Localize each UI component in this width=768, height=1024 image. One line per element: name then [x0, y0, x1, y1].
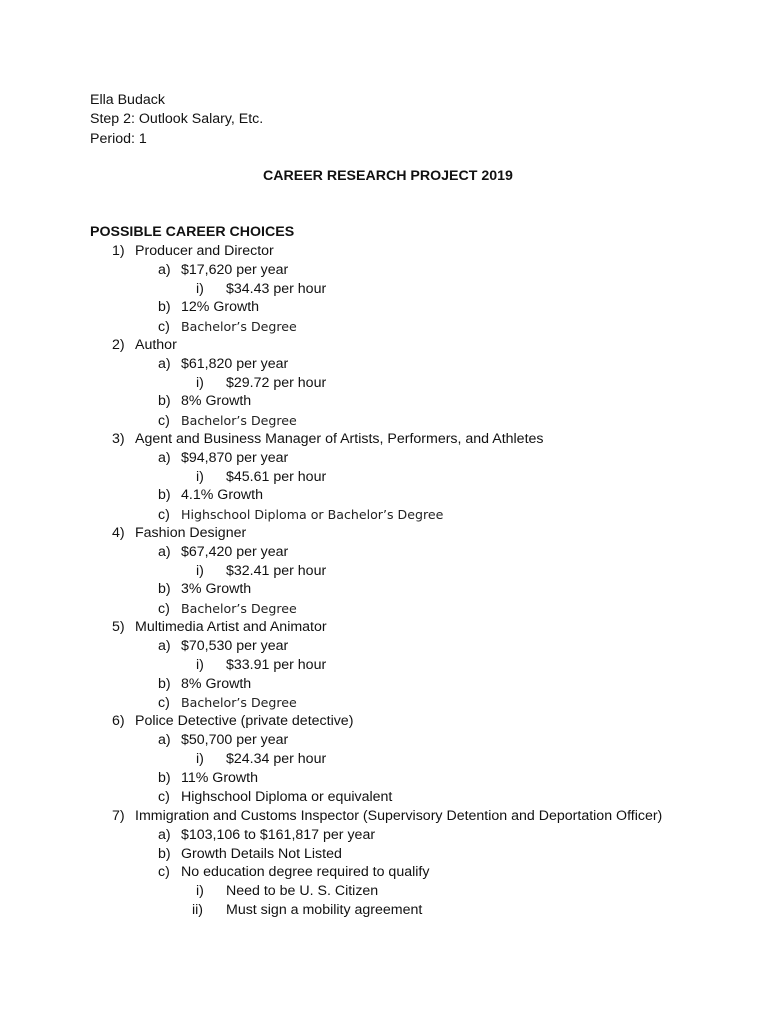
list-letter: b): [158, 299, 171, 315]
list-letter: c): [158, 789, 170, 805]
list-letter: a): [158, 827, 171, 843]
career-name: Police Detective (private detective): [135, 713, 354, 729]
education-text: Bachelor’s Degree: [181, 695, 297, 710]
list-letter: c): [158, 601, 170, 617]
list-roman: i): [196, 751, 204, 767]
salary-text: $94,870 per year: [181, 450, 289, 466]
salary-text: $17,620 per year: [181, 262, 289, 278]
salary-text: $50,700 per year: [181, 732, 289, 748]
list-roman: i): [196, 883, 204, 899]
list-number: 1): [112, 243, 125, 259]
list-number: 6): [112, 713, 125, 729]
list-roman: i): [196, 375, 204, 391]
hourly-text: $32.41 per hour: [226, 563, 327, 579]
list-letter: a): [158, 262, 171, 278]
hourly-text: $29.72 per hour: [226, 375, 327, 391]
student-name: Ella Budack: [90, 92, 165, 108]
list-letter: c): [158, 695, 170, 711]
growth-text: 4.1% Growth: [181, 487, 264, 503]
growth-text: 8% Growth: [181, 676, 252, 692]
list-number: 5): [112, 619, 125, 635]
list-roman: i): [196, 657, 204, 673]
list-letter: b): [158, 846, 171, 862]
growth-text: 12% Growth: [181, 299, 260, 315]
career-name: Fashion Designer: [135, 525, 247, 541]
education-text: Highschool Diploma or Bachelor’s Degree: [181, 507, 444, 522]
hourly-text: $24.34 per hour: [226, 751, 327, 767]
hourly-text: $45.61 per hour: [226, 469, 327, 485]
education-text: Bachelor’s Degree: [181, 319, 297, 334]
list-letter: c): [158, 507, 170, 523]
growth-text: 3% Growth: [181, 581, 252, 597]
list-letter: b): [158, 676, 171, 692]
section-heading: POSSIBLE CAREER CHOICES: [90, 224, 295, 240]
career-name: Multimedia Artist and Animator: [135, 619, 327, 635]
list-roman: i): [196, 563, 204, 579]
list-letter: b): [158, 770, 171, 786]
salary-text: $70,530 per year: [181, 638, 289, 654]
growth-text: Growth Details Not Listed: [181, 846, 342, 862]
list-letter: b): [158, 487, 171, 503]
education-text: Bachelor’s Degree: [181, 413, 297, 428]
career-name: Agent and Business Manager of Artists, Performers, and Athletes: [135, 431, 544, 447]
step-text: Step 2: Outlook Salary, Etc.: [90, 111, 264, 127]
list-letter: a): [158, 356, 171, 372]
career-name: Author: [135, 337, 177, 353]
requirement-text: Must sign a mobility agreement: [226, 902, 423, 918]
list-number: 3): [112, 431, 125, 447]
list-number: 4): [112, 525, 125, 541]
list-letter: c): [158, 413, 170, 429]
document-title: CAREER RESEARCH PROJECT 2019: [263, 168, 513, 184]
salary-text: $61,820 per year: [181, 356, 289, 372]
list-roman: ii): [192, 902, 204, 918]
list-letter: b): [158, 393, 171, 409]
list-roman: i): [196, 469, 204, 485]
career-name: Producer and Director: [135, 243, 274, 259]
list-letter: a): [158, 450, 171, 466]
list-number: 7): [112, 808, 125, 824]
growth-text: 8% Growth: [181, 393, 252, 409]
requirement-text: Need to be U. S. Citizen: [226, 883, 379, 899]
hourly-text: $33.91 per hour: [226, 657, 327, 673]
list-letter: a): [158, 732, 171, 748]
list-number: 2): [112, 337, 125, 353]
list-roman: i): [196, 281, 204, 297]
education-text: Bachelor’s Degree: [181, 601, 297, 616]
hourly-text: $34.43 per hour: [226, 281, 327, 297]
list-letter: c): [158, 319, 170, 335]
education-text: Highschool Diploma or equivalent: [181, 789, 393, 805]
list-letter: a): [158, 638, 171, 654]
period-text: Period: 1: [90, 131, 147, 147]
education-text: No education degree required to qualify: [181, 864, 430, 880]
salary-text: $103,106 to $161,817 per year: [181, 827, 376, 843]
list-letter: c): [158, 864, 170, 880]
salary-text: $67,420 per year: [181, 544, 289, 560]
career-name: Immigration and Customs Inspector (Supervisory Detention and Deportation Officer): [135, 808, 663, 824]
list-letter: a): [158, 544, 171, 560]
growth-text: 11% Growth: [181, 770, 259, 786]
list-letter: b): [158, 581, 171, 597]
